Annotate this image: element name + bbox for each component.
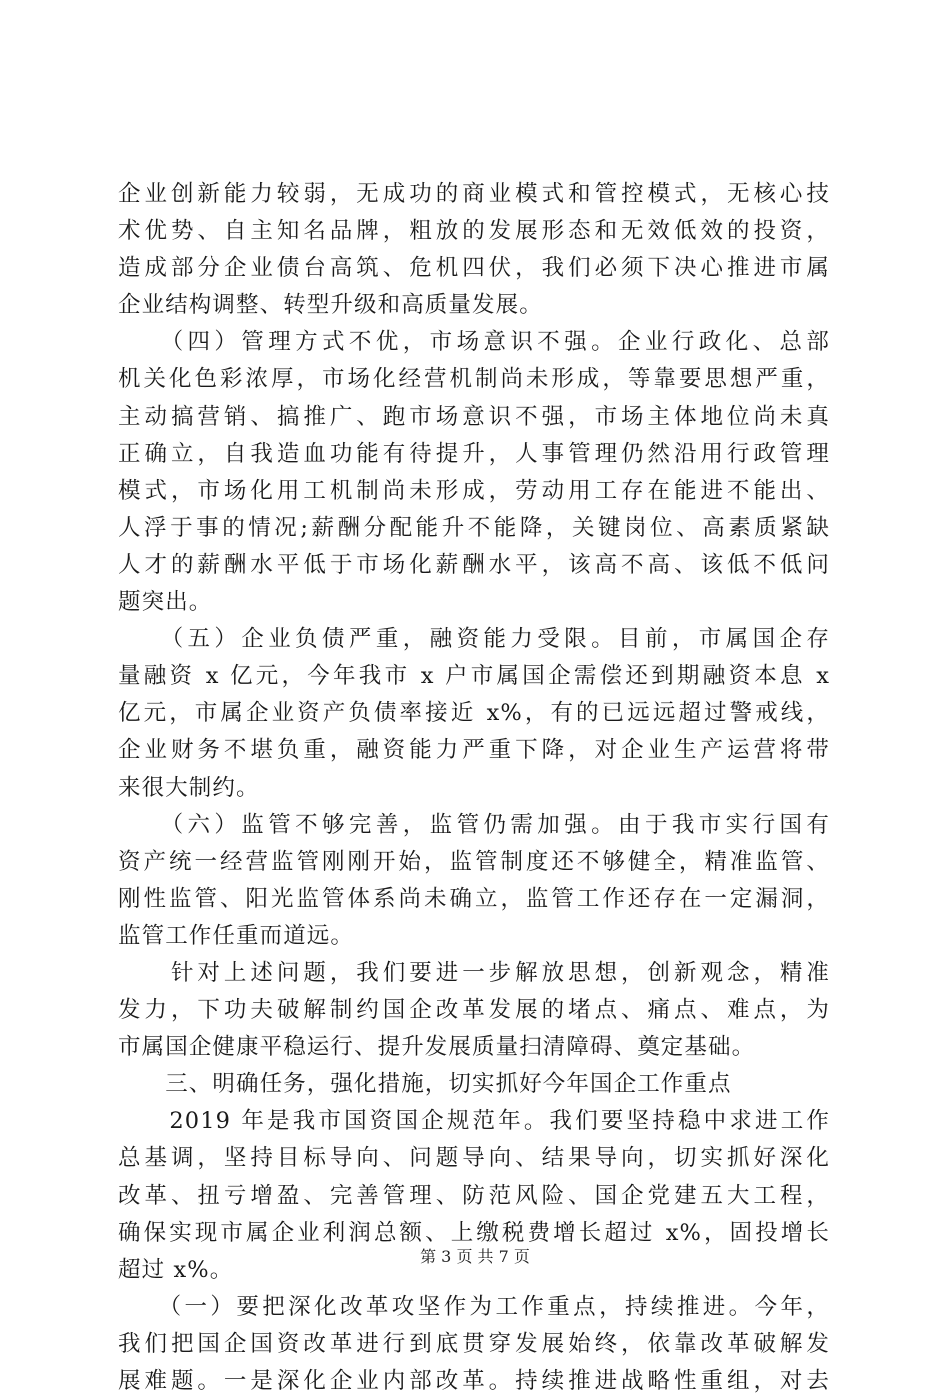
text-line: 刚性监管、阳光监管体系尚未确立，监管工作还存在一定漏洞， xyxy=(118,885,830,912)
text-line: 2019 年是我市国资国企规范年。我们要坚持稳中求进工作 xyxy=(118,1108,830,1135)
text-line: 亿元，市属企业资产负债率接近 x%，有的已远远超过警戒线， xyxy=(118,700,830,727)
text-line: 企业财务不堪负重，融资能力严重下降，对企业生产运营将带 xyxy=(118,737,830,764)
text-line: 模式，市场化用工机制尚未形成，劳动用工存在能进不能出、 xyxy=(118,477,830,504)
text-line: 发力，下功夫破解制约国企改革发展的堵点、痛点、难点，为 xyxy=(118,997,830,1024)
text-line: 人浮于事的情况;薪酬分配能升不能降，关键岗位、高素质紧缺 xyxy=(118,514,830,541)
text-line: 造成部分企业债台高筑、危机四伏，我们必须下决心推进市属 xyxy=(118,255,830,282)
text-line: 企业创新能力较弱，无成功的商业模式和管控模式，无核心技 xyxy=(118,181,830,207)
text-line: （四）管理方式不优，市场意识不强。企业行政化、总部 xyxy=(118,329,830,356)
text-line: 总基调，坚持目标导向、问题导向、结果导向，切实抓好深化 xyxy=(118,1145,830,1172)
text-line: 监管工作任重而道远。 xyxy=(118,922,355,949)
text-line: 正确立，自我造血功能有待提升，人事管理仍然沿用行政管理 xyxy=(118,440,830,467)
text-line: 市属国企健康平稳运行、提升发展质量扫清障碍、奠定基础。 xyxy=(118,1034,756,1061)
text-line: 企业结构调整、转型升级和高质量发展。 xyxy=(118,292,543,319)
text-line: 展难题。一是深化企业内部改革。持续推进战略性重组，对去 xyxy=(118,1368,830,1394)
text-line: 量融资 x 亿元，今年我市 x 户市属国企需偿还到期融资本息 x xyxy=(118,663,830,690)
text-line: 术优势、自主知名品牌，粗放的发展形态和无效低效的投资， xyxy=(118,218,830,245)
text-line: 主动搞营销、搞推广、跑市场意识不强，市场主体地位尚未真 xyxy=(118,403,830,430)
text-line: 来很大制约。 xyxy=(118,774,260,801)
text-line: 机关化色彩浓厚，市场化经营机制尚未形成，等靠要思想严重， xyxy=(118,366,830,393)
text-line: （一）要把深化改革攻坚作为工作重点，持续推进。今年， xyxy=(118,1293,830,1320)
text-line: 针对上述问题，我们要进一步解放思想，创新观念，精准 xyxy=(118,959,830,986)
text-line: 确保实现市属企业利润总额、上缴税费增长超过 x%，固投增长 xyxy=(118,1219,830,1246)
text-line: （五）企业负债严重，融资能力受限。目前，市属国企存 xyxy=(118,626,830,653)
text-line: 改革、扭亏增盈、完善管理、防范风险、国企党建五大工程， xyxy=(118,1182,830,1209)
text-line: 资产统一经营监管刚刚开始，监管制度还不够健全，精准监管、 xyxy=(118,848,830,875)
text-line: （六）监管不够完善，监管仍需加强。由于我市实行国有 xyxy=(118,811,830,838)
text-line: 题突出。 xyxy=(118,589,213,616)
section-heading: 三、明确任务，强化措施，切实抓好今年国企工作重点 xyxy=(118,1071,732,1098)
text-line: 人才的薪酬水平低于市场化薪酬水平，该高不高、该低不低问 xyxy=(118,551,830,578)
page-number-footer: 第 3 页 共 7 页 xyxy=(420,1247,530,1266)
text-line: 我们把国企国资改革进行到底贯穿发展始终，依靠改革破解发 xyxy=(118,1330,830,1357)
body-text xyxy=(118,176,830,1400)
text-line: 超过 x%。 xyxy=(118,1256,234,1283)
